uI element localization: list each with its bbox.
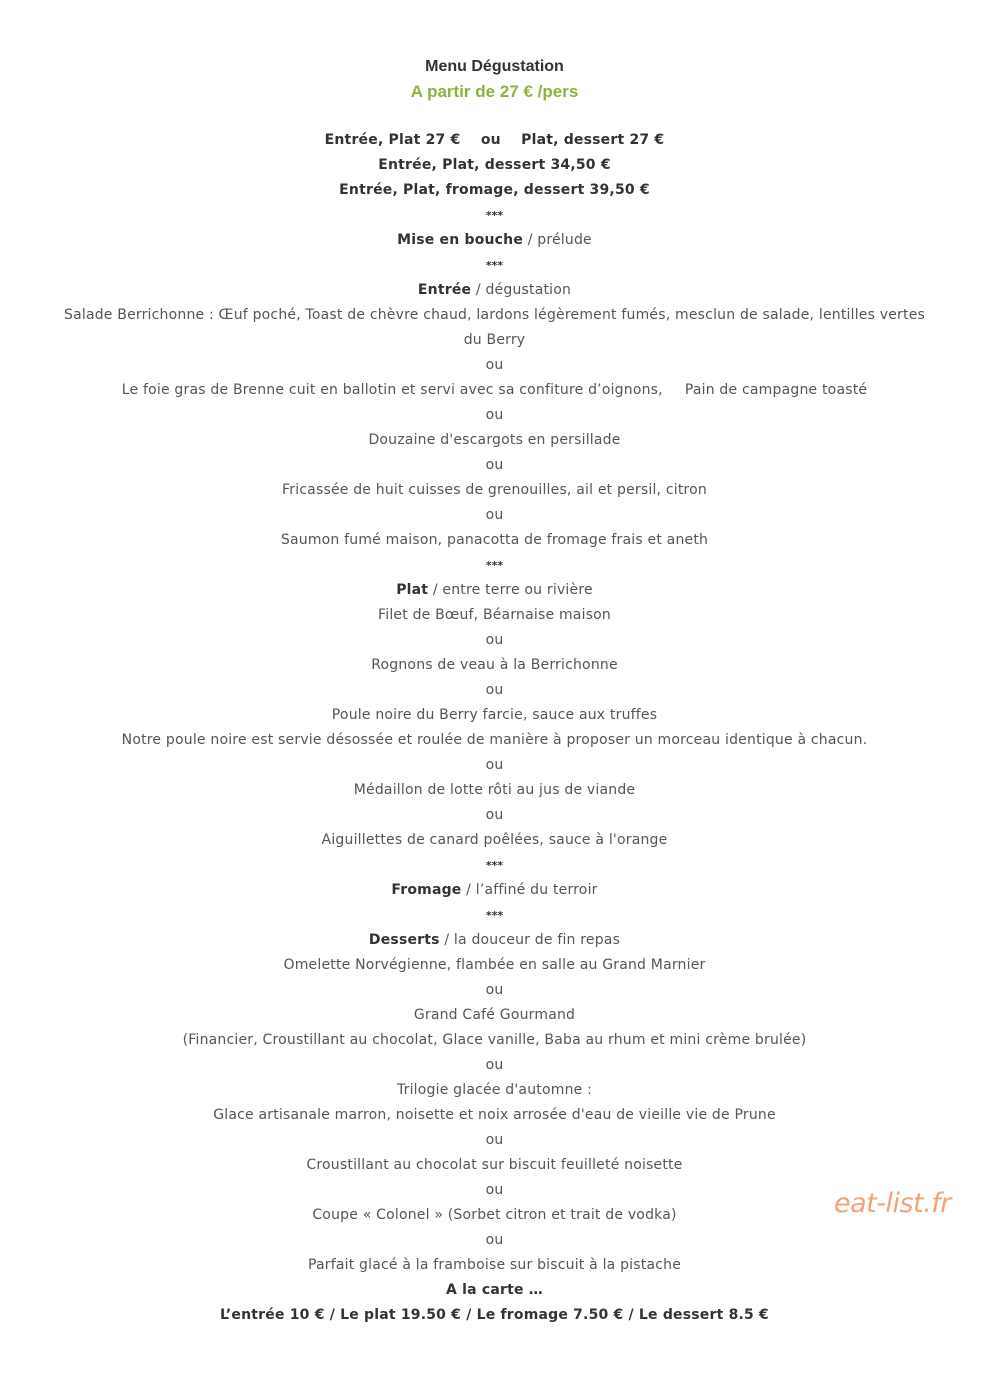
or-divider: ou [485,807,504,823]
section-fromage [0,878,989,903]
a-la-carte-prices: L’entrée 10 € / Le plat 19.50 € / Le fromage 7.50 € / Le dessert 8.5 € [220,1307,769,1323]
section-label: Plat [396,582,429,598]
watermark-logo: eat-list.fr [834,1188,951,1219]
entree-item-1: Salade Berrichonne : Œuf poché, Toast de chèvre chaud, lardons légèrement fumés, mesclun de salade, lentilles vertes du Berry [63,307,925,348]
dessert-item-2: Grand Café Gourmand [413,1007,576,1023]
separator: *** [485,909,504,922]
section-label: Mise en bouche [397,232,524,248]
formula-entree-plat: Entrée, Plat 27 € [324,132,461,148]
plat-item-1: Filet de Bœuf, Béarnaise maison [378,607,611,623]
plat-item-3-note: Notre poule noire est servie désossée et roulée de manière à proposer un morceau identique à chacun. [121,732,868,748]
section-desc: / prélude [523,232,592,248]
section-desc: / la douceur de fin repas [439,932,621,948]
separator: *** [485,559,504,572]
section-desc: / dégustation [471,282,572,298]
dessert-item-4: Croustillant au chocolat sur biscuit feuilleté noisette [306,1157,683,1173]
formula-3: Entrée, Plat, fromage, dessert 39,50 € [339,182,650,198]
or-divider: ou [485,757,504,773]
formula-1 [0,128,989,153]
menu-card [0,54,989,1328]
or-divider: ou [485,982,504,998]
dessert-item-3-note: Glace artisanale marron, noisette et noix arrosée d'eau de vieille vie de Prune [213,1107,776,1123]
dessert-item-2-note: (Financier, Croustillant au chocolat, Glace vanille, Baba au rhum et mini crème brulée) [182,1032,807,1048]
section-label: Entrée [417,282,472,298]
menu-title: Menu Dégustation [425,58,564,75]
section-desc: / l’affiné du terroir [461,882,598,898]
entree-item-3: Douzaine d'escargots en persillade [368,432,621,448]
section-entree [0,278,989,303]
entree-item-2-main: Le foie gras de Brenne cuit en ballotin et servi avec sa confiture d’oignons, [121,382,663,398]
dessert-item-6: Parfait glacé à la framboise sur biscuit à la pistache [307,1257,682,1273]
or-divider: ou [485,357,504,373]
entree-item-2-side: Pain de campagne toasté [684,382,868,398]
plat-item-5: Aiguillettes de canard poêlées, sauce à l'orange [321,832,668,848]
dessert-item-5: Coupe « Colonel » (Sorbet citron et trait de vodka) [312,1207,677,1223]
section-label: Desserts [368,932,440,948]
menu-price-subtitle: A partir de 27 € /pers [410,82,579,101]
plat-item-4: Médaillon de lotte rôti au jus de viande [353,782,636,798]
section-mise-en-bouche [0,228,989,253]
separator: *** [485,209,504,222]
formula-2: Entrée, Plat, dessert 34,50 € [378,157,611,173]
separator: *** [485,859,504,872]
section-desc: / entre terre ou rivière [428,582,593,598]
plat-item-2: Rognons de veau à la Berrichonne [371,657,618,673]
entree-item-5: Saumon fumé maison, panacotta de fromage frais et aneth [280,532,709,548]
section-plat [0,578,989,603]
plat-item-3: Poule noire du Berry farcie, sauce aux truffes [331,707,658,723]
dessert-item-1: Omelette Norvégienne, flambée en salle au Grand Marnier [283,957,706,973]
or-divider: ou [485,457,504,473]
or-divider: ou [485,407,504,423]
or-divider: ou [485,682,504,698]
section-desserts [0,928,989,953]
or-divider: ou [485,632,504,648]
or-divider: ou [485,1182,504,1198]
entree-item-2 [0,378,989,403]
section-label: Fromage [391,882,462,898]
or-divider: ou [485,507,504,523]
formula-or: ou [480,132,501,148]
entree-item-4: Fricassée de huit cuisses de grenouilles, ail et persil, citron [282,482,707,498]
spacer [0,104,989,128]
or-divider: ou [485,1132,504,1148]
separator: *** [485,259,504,272]
or-divider: ou [485,1057,504,1073]
dessert-item-3: Trilogie glacée d'automne : [396,1082,593,1098]
formula-plat-dessert: Plat, dessert 27 € [521,132,665,148]
a-la-carte-title: A la carte … [446,1282,543,1298]
or-divider: ou [485,1232,504,1248]
